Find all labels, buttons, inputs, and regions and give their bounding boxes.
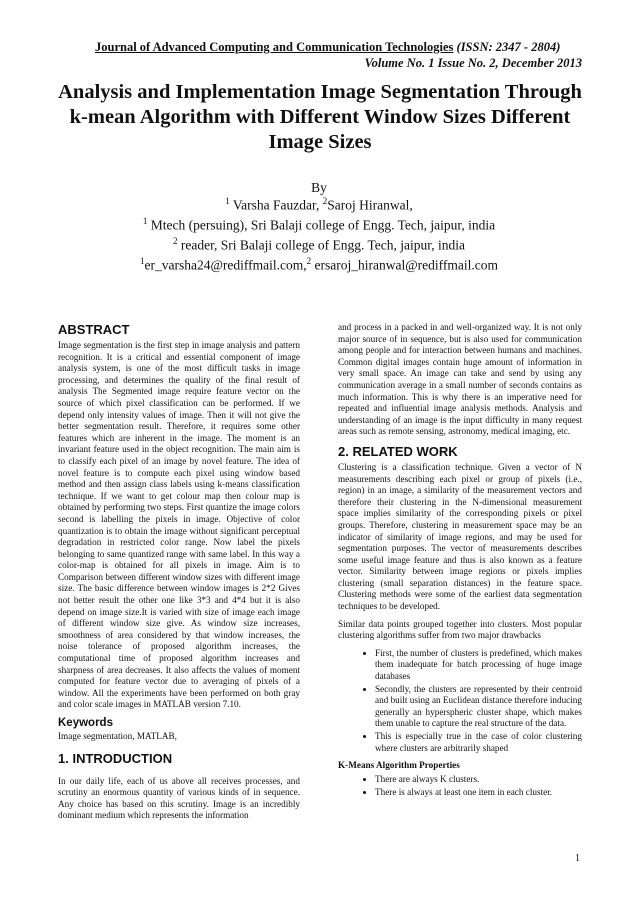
list-item: • First, the number of clusters is predefined, which makes them inadequate for batch processing of huge image databases <box>375 648 582 683</box>
keywords-text: Image segmentation, MATLAB, <box>58 731 177 741</box>
kmeans-properties-list <box>338 774 582 798</box>
left-column <box>58 322 300 828</box>
paper-title: Analysis and Implementation Image Segmentation Through k-mean Algorithm with Different Window Sizes Different Image Sizes <box>58 81 582 153</box>
kmeans-properties-heading: K-Means Algorithm Properties <box>338 760 460 771</box>
introduction-continued: and process in a packed in and well-organized way. It is not only major source of in sequence, but is also used for communication among people and for interaction between humans and machines. Common digital images contain huge amount of information in very small space. An image can take and send by using any communication average in a small number of seconds contains as much information. This is why there is an imperative need for repeated and influential image analysis methods. Analysis and understanding of an image is the input difficulty in many request areas such as remote sensing, astronomy, medical imaging, etc. <box>338 322 582 437</box>
abstract-text: Image segmentation is the first step in image analysis and pattern recognition. It is a critical and essential component of image analysis system, is one of the most difficult tasks in image processing, and determines the quality of the final result of analysis The Segmented image require feature vector on the source of which pixel classification can be performed. If we depend only intensity values of image. Then it will not give the better segmentation result. Therefore, it requires some other features which are inherent in the image. The moment is an invariant feature used in the object recognition. The main aim is to classify each pixel of an image by novel feature. The idea of novel feature is to compute each pixel using window based method and then assign class labels using k-means classification technique. If we want to get colour map then colour map is obtained by performing two steps. First quantize the image colors second is labelling the pixels in image. Objective of color quantization is to obtain the image without significant perceptual degradation in restricted color range. Now label the pixels belonging to same quantized range with same label. In this way a color-map is obtained for all pixels in image. Aim is to Comparison between different window sizes with different image size. The basic difference between window images is 2*2 Gives not better result the other one like 3*3 and 4*4 but it is also depend on image size.It is varied with size of image each image of different window size give. As window size increases, smoothness of area considered by that window increases, the noise tolerance of proposed algorithm increases, the computational time of proposed algorithm increases and sharpness of area decreases. It also affects the values of moment computed for feature vector due to averaging of pixels of a window. All the experiments have been performed on both gray and color scale images in MATLAB version 7.10. <box>58 340 300 710</box>
journal-volume: Volume No. 1 Issue No. 2, December 2013 <box>364 56 582 70</box>
author-emails: $^1$er_varsha24@rediffmail.com,$^2$ ersaroj_hiranwal@rediffmail.com <box>139 256 498 273</box>
list-item: • There are always K clusters. <box>375 774 582 786</box>
keywords-heading: Keywords <box>58 717 113 729</box>
affiliation-1: $^1$ Mtech (persuing), Sri Balaji college of Engg. Tech, jaipur, india <box>142 216 496 233</box>
page-number: 1 <box>575 853 580 864</box>
drawbacks-list <box>338 648 582 754</box>
introduction-text: In our daily life, each of us above all receives processes, and scrutiny an enormous quantity of various kinds of in sequence. Any choice has based on this scrutiny. Image is an incredibly dominant medium which represents the information <box>58 775 300 821</box>
list-item: • There is always at least one item in each cluster. <box>375 787 582 799</box>
journal-name: Journal of Advanced Computing and Communication Technologies <box>95 40 454 54</box>
list-item: • Secondly, the clusters are represented by their centroid and built using an Euclidean distance therefore inducing generally an hyperspheric cluster shape, which makes them unable to capture the real structure of the data. <box>375 684 582 730</box>
abstract-heading: ABSTRACT <box>58 322 130 337</box>
email-1: er_varsha24@rediffmail.com, <box>144 257 307 273</box>
introduction-heading: 1. INTRODUCTION <box>58 750 173 766</box>
related-work-paragraph-2: Similar data points grouped together into clusters. Most popular clustering algorithms suffer from two major drawbacks <box>338 618 582 641</box>
email-2: ersaroj_hiranwal@rediffmail.com <box>311 257 498 273</box>
journal-header <box>95 40 560 55</box>
affiliation-2: $^2$ reader, Sri Balaji college of Engg. Tech, jaipur, india <box>172 236 465 253</box>
related-work-heading: 2. RELATED WORK <box>338 443 458 459</box>
journal-issn: (ISSN: 2347 - 2804) <box>456 40 561 54</box>
right-column <box>338 322 582 803</box>
related-work-paragraph-1: Clustering is a classification technique. Given a vector of N measurements describing each pixel or group of pixels (i.e., region) in an image, a similarity of the measurement vectors and therefore their clustering in the N-dimensional measurement space implies similarity of the corresponding pixels or pixel groups. Therefore, clustering in measurement space may be an indicator of similarity of image regions, and may be used for segmentation purposes. The vector of measurements describes some useful image feature and thus is also known as a feature vector. Similarity between image regions or pixels implies clustering (small separation distances) in the feature space. Clustering methods were some of the earliest data segmentation techniques to be developed. <box>338 461 582 612</box>
byline: By <box>311 180 327 195</box>
list-item: • This is especially true in the case of color clustering where clusters are arbitrarily shaped <box>375 731 582 754</box>
author-names: $^1$ Varsha Fauzdar, $^2$Saroj Hiranwal, <box>225 196 413 213</box>
